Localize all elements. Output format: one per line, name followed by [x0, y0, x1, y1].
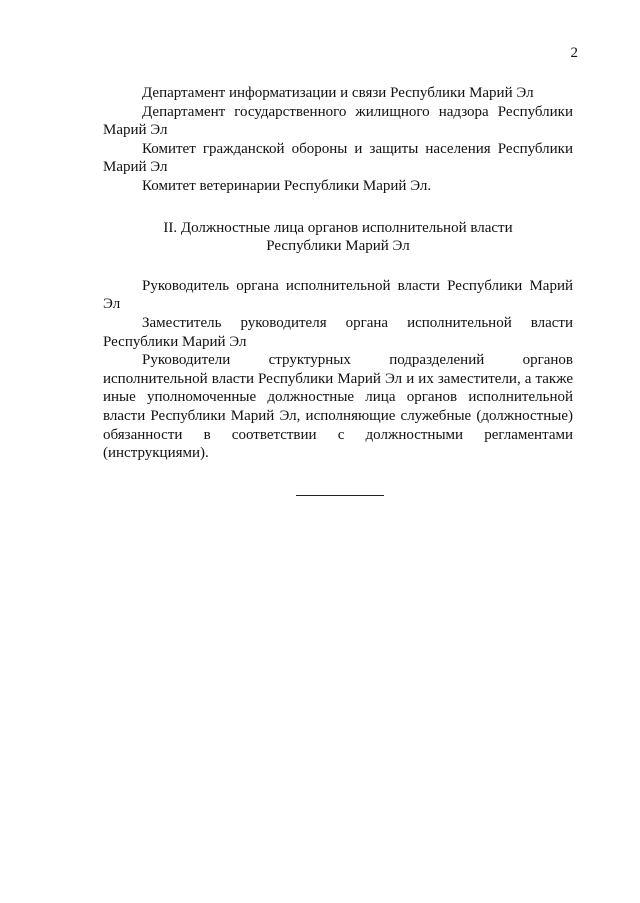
- page-number: 2: [570, 45, 578, 61]
- list-item-department-informatization: Департамент информатизации и связи Республики Марий Эл: [142, 85, 534, 101]
- list-item-head-of-body: Руководитель органа исполнительной власти Республики Марий Эл: [103, 277, 573, 313]
- section-heading-line-2: Республики Марий Эл: [266, 238, 410, 255]
- list-item-deputy-head: Заместитель руководителя органа исполнительной власти Республики Марий Эл: [103, 314, 573, 350]
- section-heading-line-1: II. Должностные лица органов исполнительной власти: [163, 219, 513, 236]
- end-separator-line: [296, 495, 384, 496]
- list-item-committee-veterinary: Комитет ветеринарии Республики Марий Эл.: [142, 177, 432, 194]
- list-item-department-housing-supervision: Департамент государственного жилищного надзора Республики Марий Эл: [103, 103, 573, 139]
- list-item-committee-civil-defense: Комитет гражданской обороны и защиты населения Республики Марий Эл: [103, 140, 573, 176]
- list-item-structural-unit-heads: Руководители структурных подразделений органов исполнительной власти Республики Марий Эл и их заместители, а также иные уполномоченные должностные лица органов исполнительной власти Республики Марий Эл, исполняющие служебные (должностные) обязанности в соответствии с должностными регламентами (инструкциями).: [103, 352, 573, 462]
- section-heading: [103, 219, 573, 256]
- document-body: [103, 84, 573, 463]
